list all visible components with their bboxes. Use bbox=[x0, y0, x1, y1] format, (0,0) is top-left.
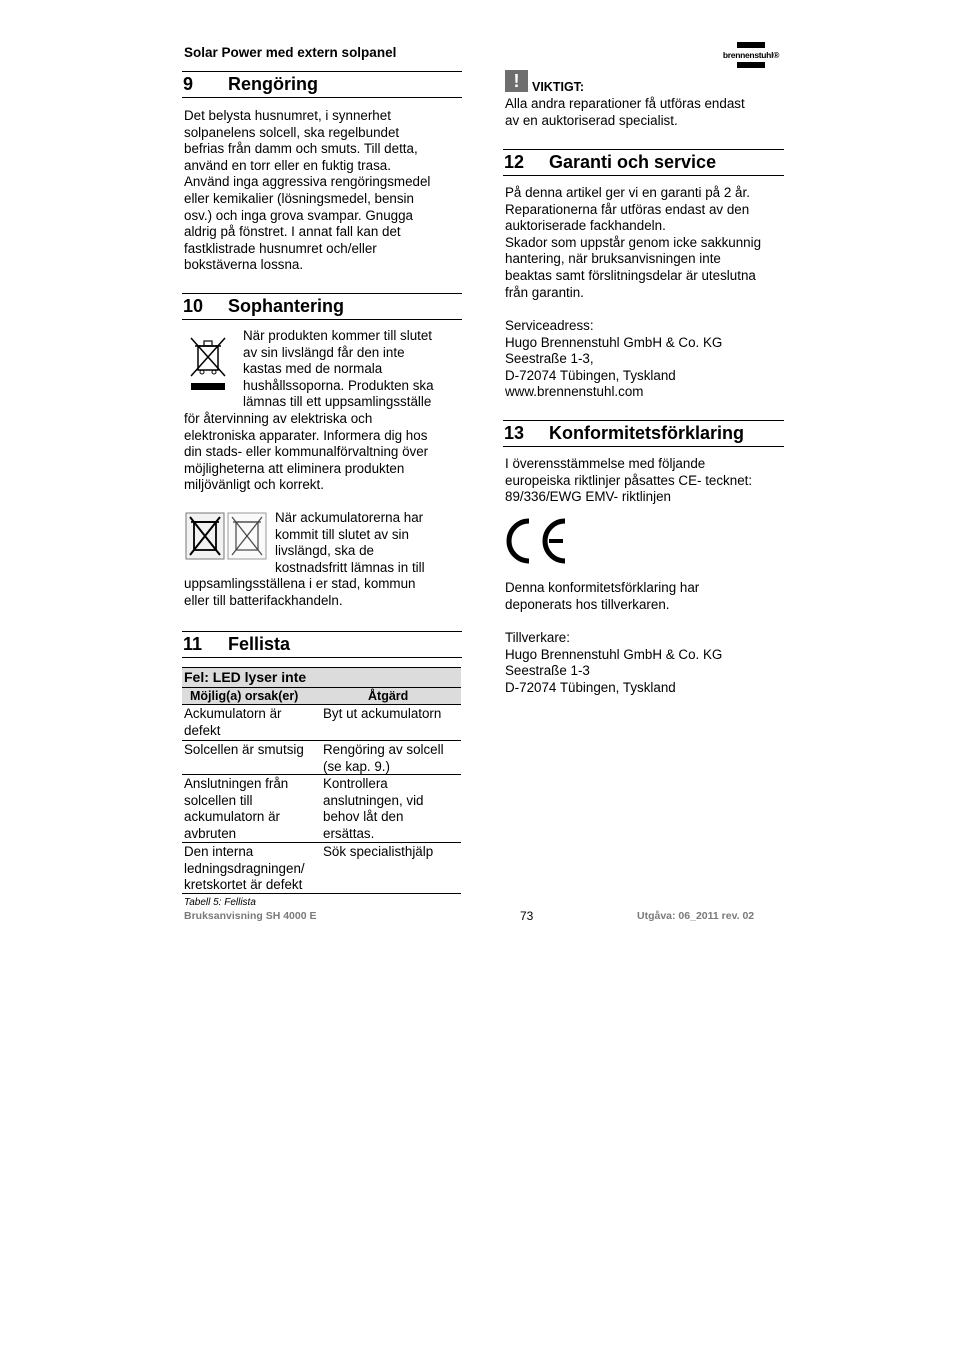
table-cell-action: Kontrollera anslutningen, vid behov låt den ersättas. bbox=[323, 776, 424, 841]
section-title: Fellista bbox=[228, 634, 291, 654]
ce-mark-icon bbox=[505, 517, 569, 565]
service-address: Serviceadress: Hugo Brennenstuhl GmbH & Co. KG Seestraße 1-3, D-72074 Tübingen, Tyskland www.brennenstuhl.com bbox=[505, 318, 723, 400]
section-title: Sophantering bbox=[228, 296, 344, 316]
logo-bar-top bbox=[737, 42, 765, 48]
section-title: Rengöring bbox=[228, 74, 318, 94]
column-header-cause: Möjlig(a) orsak(er) bbox=[190, 689, 299, 703]
section-number: 13 bbox=[504, 423, 525, 443]
table-header-row bbox=[182, 687, 461, 705]
table-cell-cause: Solcellen är smutsig bbox=[184, 742, 304, 757]
weee-crossed-bin-icon bbox=[188, 334, 228, 394]
section-10-battery-body: uppsamlingsställena i er stad, kommun eller till batterifackhandeln. bbox=[184, 576, 416, 608]
battery-disposal-icons bbox=[185, 512, 269, 560]
warning-icon: ! bbox=[505, 70, 528, 92]
footer-edition: Utgåva: 06_2011 rev. 02 bbox=[637, 910, 755, 922]
table-cell-action: Rengöring av solcell (se kap. 9.) bbox=[323, 742, 444, 774]
logo-bar-bottom bbox=[737, 62, 765, 68]
section-9-heading bbox=[182, 71, 462, 98]
section-12-body: På denna artikel ger vi en garanti på 2 år. Reparationerna får utföras endast av den auktoriserade fackhandeln. Skador som uppstår genom icke sakkunnig hantering, när bruksanvisningen inte beaktas samt förslitningsdelar är uteslutna från garantin. bbox=[505, 185, 762, 300]
section-12-heading bbox=[503, 149, 784, 176]
column-header-action: Åtgärd bbox=[368, 689, 409, 703]
footer-manual-title: Bruksanvisning SH 4000 E bbox=[184, 910, 317, 922]
table-row bbox=[182, 741, 461, 775]
section-10-body-indented: När produkten kommer till slutet av sin livslängd får den inte kastas med de normala hushållssoporna. Produkten ska lämnas till ett uppsamlingsställe bbox=[243, 328, 434, 410]
table-title: Fel: LED lyser inte bbox=[182, 667, 461, 687]
table-cell-action: Byt ut ackumulatorn bbox=[323, 706, 442, 721]
table-cell-cause: Anslutningen från solcellen till ackumulatorn är avbruten bbox=[184, 776, 289, 841]
section-10-battery-indented: När ackumulatorerna har kommit till slutet av sin livslängd, ska de kostnadsfritt lämnas in till bbox=[275, 510, 425, 575]
brennenstuhl-logo bbox=[718, 42, 784, 68]
section-13-body-2: Denna konformitetsförklaring har deponerats hos tillverkaren. bbox=[505, 580, 700, 612]
table-cell-cause: Den interna ledningsdragningen/ kretskortet är defekt bbox=[184, 844, 305, 893]
troubleshooting-table bbox=[182, 667, 461, 894]
section-title: Konformitetsförklaring bbox=[549, 423, 745, 443]
table-row bbox=[182, 705, 461, 741]
manufacturer-address: Tillverkare: Hugo Brennenstuhl GmbH & Co. KG Seestraße 1-3 D-72074 Tübingen, Tyskland bbox=[505, 630, 723, 695]
section-number: 10 bbox=[183, 296, 204, 316]
warning-label: VIKTIGT: bbox=[532, 80, 585, 94]
section-13-body: I överensstämmelse med följande europeiska riktlinjer påsattes CE- tecknet: 89/336/EWG EMV- riktlinjen bbox=[505, 456, 753, 505]
document-header-title: Solar Power med extern solpanel bbox=[184, 45, 397, 60]
section-number: 9 bbox=[183, 74, 194, 94]
table-cell-action: Sök specialisthjälp bbox=[323, 844, 434, 859]
section-number: 12 bbox=[504, 152, 525, 172]
section-title: Garanti och service bbox=[549, 152, 717, 172]
section-number: 11 bbox=[183, 634, 203, 654]
table-row bbox=[182, 775, 461, 843]
section-10-heading bbox=[182, 293, 462, 320]
logo-wordmark: brennenstuhl® bbox=[722, 50, 780, 60]
page-number: 73 bbox=[520, 909, 534, 923]
section-10-body: för återvinning av elektriska och elektroniska apparater. Informera dig hos din stads- eller kommunalförvaltning över möjligheterna att eliminera produkten miljövänligt och korrekt. bbox=[184, 411, 429, 493]
table-cell-cause: Ackumulatorn är defekt bbox=[184, 706, 282, 738]
section-11-heading bbox=[182, 631, 462, 658]
warning-text: Alla andra reparationer få utföras endast av en auktoriserad specialist. bbox=[505, 96, 745, 128]
section-9-body: Det belysta husnumret, i synnerhet solpanelens solcell, ska regelbundet befrias från damm och smuts. Till detta, använd en torr eller en fuktig trasa. Använd inga aggressiva rengöringsmedel eller kemikalier (lösningsmedel, bensin osv.) och inga grova svampar. Gnugga aldrig på fönstret. I annat fall kan det fastklistrade husnumret och/eller bokstäverna lossna. bbox=[184, 108, 431, 273]
section-13-heading bbox=[503, 420, 784, 447]
table-row bbox=[182, 843, 461, 894]
table-caption: Tabell 5: Fellista bbox=[184, 897, 256, 908]
